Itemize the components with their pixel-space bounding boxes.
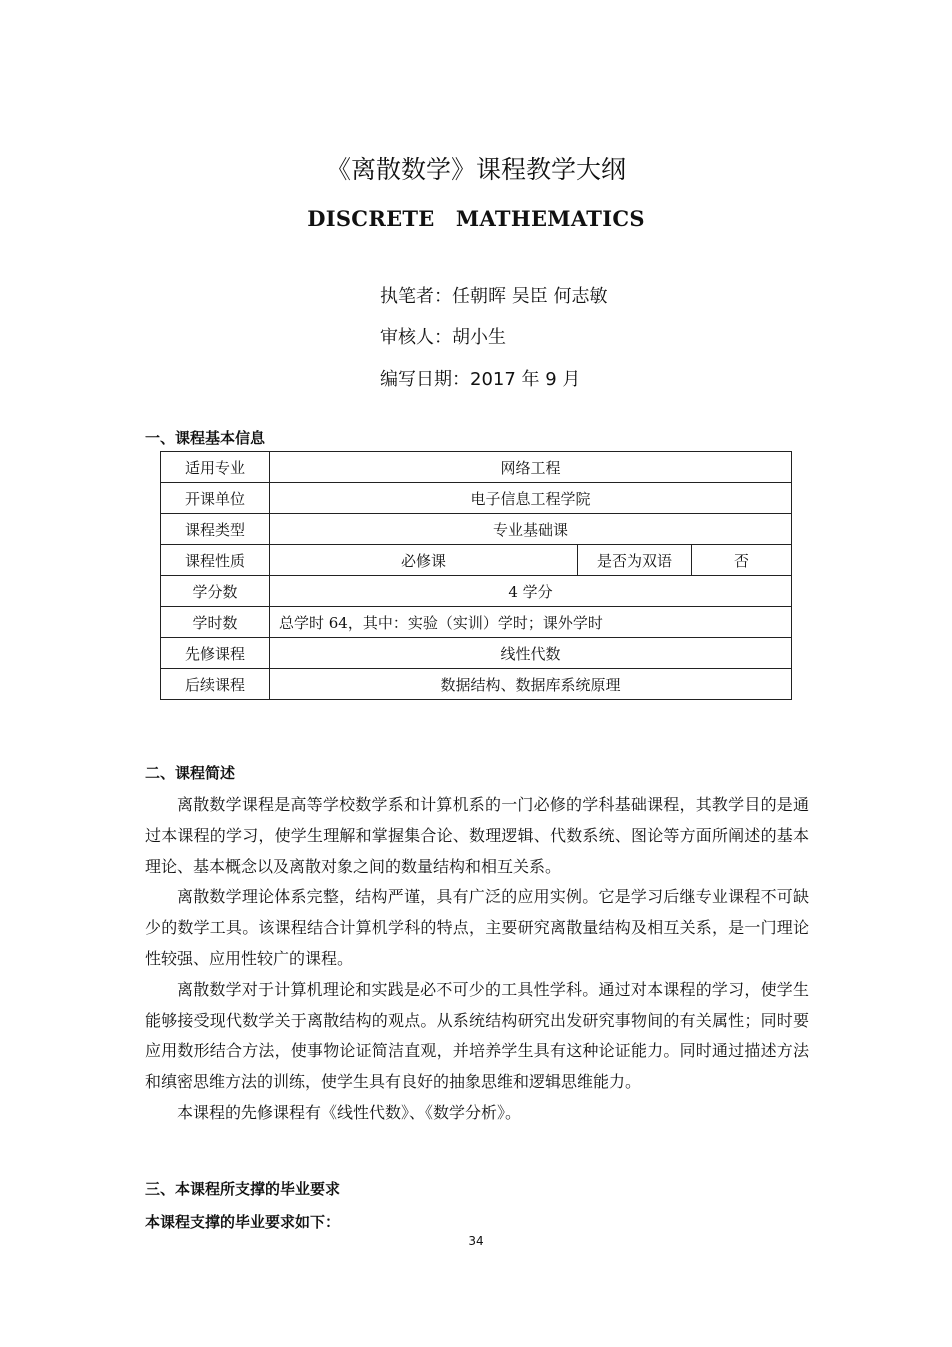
table-value: 必修课 (270, 545, 578, 576)
reviewer-line: 审核人：胡小生 (380, 327, 506, 348)
table-label: 学时数 (161, 607, 270, 638)
course-description (145, 790, 809, 1129)
paragraph: 离散数学对于计算机理论和实践是必不可少的工具性学科。通过对本课程的学习，使学生能够接受现代数学关于离散结构的观点。从系统结构研究出发研究事物间的有关属性；同时要应用数形结合方法，使事物论证简洁直观，并培养学生具有这种论证能力。同时通过描述方法和缜密思维方法的训练，使学生具有良好的抽象思维和逻辑思维能力。 (145, 979, 809, 1092)
table-row (161, 483, 792, 514)
section1-heading: 一、课程基本信息 (145, 429, 266, 447)
page-number: 34 (468, 1234, 484, 1248)
course-info-table (160, 451, 792, 700)
table-value: 否 (692, 545, 792, 576)
table-row (161, 638, 792, 669)
table-value: 电子信息工程学院 (270, 483, 792, 514)
date-line: 编写日期：2017 年 9 月 (380, 369, 581, 390)
table-value: 线性代数 (270, 638, 792, 669)
table-row (161, 576, 792, 607)
table-value: 专业基础课 (270, 514, 792, 545)
paragraph: 本课程的先修课程有《线性代数》、《数学分析》。 (177, 1102, 522, 1122)
table-row (161, 545, 792, 576)
section3-heading: 三、本课程所支撑的毕业要求 (145, 1180, 341, 1198)
table-label: 先修课程 (161, 638, 270, 669)
table-label: 是否为双语 (578, 545, 692, 576)
table-row (161, 669, 792, 700)
table-value: 4 学分 (270, 576, 792, 607)
table-label: 学分数 (161, 576, 270, 607)
table-label: 开课单位 (161, 483, 270, 514)
table-label: 后续课程 (161, 669, 270, 700)
table-label: 课程性质 (161, 545, 270, 576)
paragraph: 离散数学课程是高等学校数学系和计算机系的一门必修的学科基础课程，其教学目的是通过本课程的学习，使学生理解和掌握集合论、数理逻辑、代数系统、图论等方面所阐述的基本理论、基本概念以及离散对象之间的数量结构和相互关系。 (145, 795, 809, 876)
section2-heading: 二、课程简述 (145, 764, 236, 782)
paragraph: 离散数学理论体系完整，结构严谨，具有广泛的应用实例。它是学习后继专业课程不可缺少的数学工具。该课程结合计算机学科的特点，主要研究离散量结构及相互关系，是一门理论性较强、应用性较广的课程。 (145, 887, 809, 968)
table-value: 数据结构、数据库系统原理 (270, 669, 792, 700)
table-value: 网络工程 (270, 452, 792, 483)
document-subtitle: DISCRETE MATHEMATICS (307, 206, 645, 231)
table-label: 课程类型 (161, 514, 270, 545)
table-label: 适用专业 (161, 452, 270, 483)
author-line: 执笔者：任朝晖 吴臣 何志敏 (380, 286, 608, 307)
section3-subheading: 本课程支撑的毕业要求如下： (145, 1213, 341, 1231)
table-value: 总学时 64，其中：实验（实训）学时；课外学时 (270, 607, 792, 638)
table-row (161, 452, 792, 483)
table-row (161, 607, 792, 638)
table-row (161, 514, 792, 545)
document-title: 《离散数学》课程教学大纲 (325, 155, 626, 184)
